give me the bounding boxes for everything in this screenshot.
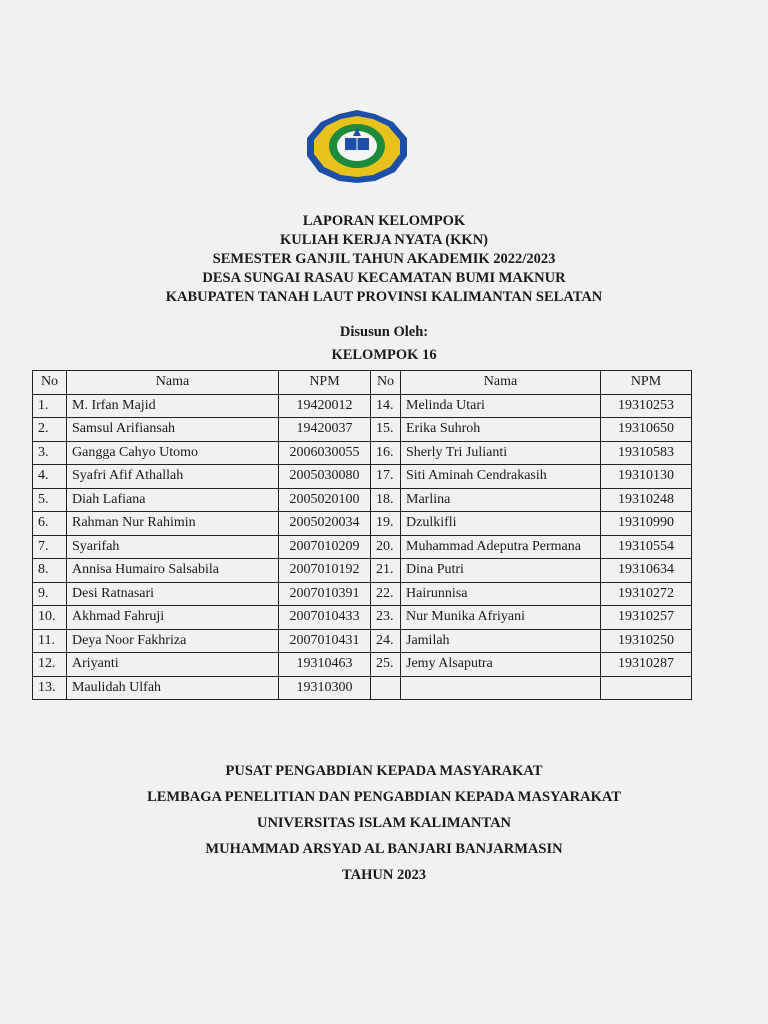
group-name: KELOMPOK 16 — [331, 347, 437, 363]
cell-npm: 2007010192 — [279, 559, 371, 583]
cell-number: 14. — [371, 394, 401, 418]
cell-npm: 19310248 — [601, 488, 692, 512]
table-row — [33, 512, 692, 536]
cell-name: Diah Lafiana — [67, 488, 279, 512]
title-line: KULIAH KERJA NYATA (KKN) — [280, 232, 488, 248]
cell-number: 24. — [371, 629, 401, 653]
table-row — [33, 606, 692, 630]
cell-name — [401, 676, 601, 700]
cell-name: Dzulkifli — [401, 512, 601, 536]
table-row — [33, 629, 692, 653]
cell-number: 8. — [33, 559, 67, 583]
cell-npm — [601, 676, 692, 700]
cell-npm: 19310257 — [601, 606, 692, 630]
table-row — [33, 653, 692, 677]
cell-npm: 2006030055 — [279, 441, 371, 465]
cell-npm: 19310583 — [601, 441, 692, 465]
cell-name: Muhammad Adeputra Permana — [401, 535, 601, 559]
table-row — [33, 559, 692, 583]
footer-line: TAHUN 2023 — [342, 867, 426, 883]
cell-name: Gangga Cahyo Utomo — [67, 441, 279, 465]
cell-name: M. Irfan Majid — [67, 394, 279, 418]
cell-name: Maulidah Ulfah — [67, 676, 279, 700]
university-seal-logo — [303, 108, 411, 184]
header-nama: Nama — [67, 371, 279, 395]
table-row — [33, 676, 692, 700]
members-table — [32, 370, 692, 700]
title-line: DESA SUNGAI RASAU KECAMATAN BUMI MAKNUR — [202, 270, 566, 286]
header-npm: NPM — [601, 371, 692, 395]
header-nama: Nama — [401, 371, 601, 395]
cell-npm: 2005020034 — [279, 512, 371, 536]
cell-npm: 2005030080 — [279, 465, 371, 489]
cell-number: 23. — [371, 606, 401, 630]
cell-number — [371, 676, 401, 700]
authored-by-label: Disusun Oleh: — [339, 324, 429, 340]
cell-name: Samsul Arifiansah — [67, 418, 279, 442]
cell-number: 20. — [371, 535, 401, 559]
cell-npm: 19310253 — [601, 394, 692, 418]
cell-npm: 2007010431 — [279, 629, 371, 653]
cell-name: Marlina — [401, 488, 601, 512]
institution-footer — [100, 758, 668, 888]
cell-name: Syafri Afif Athallah — [67, 465, 279, 489]
table-row — [33, 488, 692, 512]
table-row — [33, 535, 692, 559]
table-header-row — [33, 371, 692, 395]
cell-npm: 19310250 — [601, 629, 692, 653]
cell-npm: 19420012 — [279, 394, 371, 418]
cell-number: 4. — [33, 465, 67, 489]
cell-name: Jemy Alsaputra — [401, 653, 601, 677]
cell-number: 6. — [33, 512, 67, 536]
cell-number: 18. — [371, 488, 401, 512]
cell-npm: 19310650 — [601, 418, 692, 442]
cell-npm: 2007010433 — [279, 606, 371, 630]
title-line: LAPORAN KELOMPOK — [302, 213, 466, 229]
cell-name: Sherly Tri Julianti — [401, 441, 601, 465]
cell-npm: 2007010209 — [279, 535, 371, 559]
cell-name: Desi Ratnasari — [67, 582, 279, 606]
cell-name: Rahman Nur Rahimin — [67, 512, 279, 536]
cell-number: 25. — [371, 653, 401, 677]
header-no: No — [33, 371, 67, 395]
cell-npm: 19310554 — [601, 535, 692, 559]
cell-name: Erika Suhroh — [401, 418, 601, 442]
title-line: SEMESTER GANJIL TAHUN AKADEMIK 2022/2023 — [212, 251, 556, 267]
cell-npm: 19310287 — [601, 653, 692, 677]
cell-number: 3. — [33, 441, 67, 465]
cell-number: 16. — [371, 441, 401, 465]
table-row — [33, 418, 692, 442]
cell-name: Syarifah — [67, 535, 279, 559]
table-row — [33, 582, 692, 606]
footer-line: LEMBAGA PENELITIAN DAN PENGABDIAN KEPADA MASYARAKAT — [147, 789, 621, 805]
cell-npm: 2007010391 — [279, 582, 371, 606]
cell-npm: 19310272 — [601, 582, 692, 606]
cell-npm: 19310990 — [601, 512, 692, 536]
footer-line: PUSAT PENGABDIAN KEPADA MASYARAKAT — [225, 763, 543, 779]
cell-npm: 19310130 — [601, 465, 692, 489]
cell-number: 22. — [371, 582, 401, 606]
cell-number: 1. — [33, 394, 67, 418]
cell-npm: 2005020100 — [279, 488, 371, 512]
cell-npm: 19310463 — [279, 653, 371, 677]
cell-number: 2. — [33, 418, 67, 442]
cell-name: Dina Putri — [401, 559, 601, 583]
cell-number: 15. — [371, 418, 401, 442]
cell-name: Deya Noor Fakhriza — [67, 629, 279, 653]
cell-name: Akhmad Fahruji — [67, 606, 279, 630]
cell-npm: 19420037 — [279, 418, 371, 442]
footer-line: MUHAMMAD ARSYAD AL BANJARI BANJARMASIN — [205, 841, 563, 857]
cell-number: 11. — [33, 629, 67, 653]
cell-name: Hairunnisa — [401, 582, 601, 606]
cell-number: 13. — [33, 676, 67, 700]
cell-name: Siti Aminah Cendrakasih — [401, 465, 601, 489]
cell-name: Jamilah — [401, 629, 601, 653]
table-row — [33, 394, 692, 418]
cell-name: Melinda Utari — [401, 394, 601, 418]
cell-number: 7. — [33, 535, 67, 559]
footer-line: UNIVERSITAS ISLAM KALIMANTAN — [256, 815, 512, 831]
cell-number: 9. — [33, 582, 67, 606]
cell-npm: 19310634 — [601, 559, 692, 583]
cell-npm: 19310300 — [279, 676, 371, 700]
title-line: KABUPATEN TANAH LAUT PROVINSI KALIMANTAN SELATAN — [165, 289, 603, 305]
cell-number: 21. — [371, 559, 401, 583]
cell-number: 10. — [33, 606, 67, 630]
cell-name: Ariyanti — [67, 653, 279, 677]
cell-number: 5. — [33, 488, 67, 512]
cell-name: Annisa Humairo Salsabila — [67, 559, 279, 583]
cell-number: 12. — [33, 653, 67, 677]
table-row — [33, 465, 692, 489]
report-title — [100, 212, 668, 307]
header-no: No — [371, 371, 401, 395]
cell-name: Nur Munika Afriyani — [401, 606, 601, 630]
cell-number: 19. — [371, 512, 401, 536]
table-row — [33, 441, 692, 465]
cell-number: 17. — [371, 465, 401, 489]
header-npm: NPM — [279, 371, 371, 395]
